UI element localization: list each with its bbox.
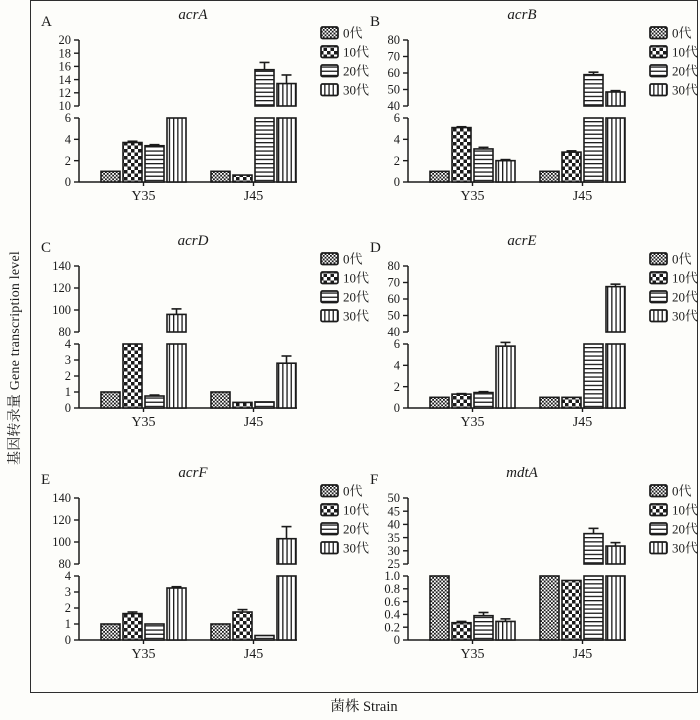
legend-swatch-vlines <box>650 310 667 322</box>
y-tick-label: 2 <box>64 153 71 168</box>
chart-panel-acrB <box>362 2 699 228</box>
x-axis-label: 菌株 Strain <box>330 699 398 715</box>
panel-letter: B <box>370 14 381 30</box>
bar-lower-segment <box>606 118 625 182</box>
panel-title: acrE <box>507 233 537 249</box>
y-tick-label: 3 <box>64 353 71 368</box>
y-tick-label: 40 <box>387 517 400 532</box>
chart-panel-acrD <box>33 228 370 454</box>
y-tick-label: 4 <box>393 132 400 147</box>
y-tick-label: 10 <box>58 99 71 114</box>
bar-lower-segment <box>277 576 296 640</box>
y-tick-label: 0 <box>64 401 71 416</box>
y-axis-label: 基因转录量 Gene transcription level <box>8 250 23 466</box>
y-tick-label: 80 <box>58 557 71 572</box>
legend-label: 10代 <box>343 270 370 286</box>
y-tick-label: 100 <box>52 535 71 550</box>
x-category-label: J45 <box>243 415 264 430</box>
y-tick-label: 6 <box>393 111 400 126</box>
y-tick-label: 140 <box>52 259 71 274</box>
y-tick-label: 0.6 <box>384 594 400 609</box>
y-tick-label: 0 <box>64 175 71 190</box>
bar <box>496 161 515 182</box>
bar-lower-segment <box>606 576 625 640</box>
legend-swatch-dots <box>650 253 667 265</box>
bar-upper-segment <box>584 75 603 106</box>
legend-label: 0代 <box>343 483 363 499</box>
legend-swatch-dots <box>321 485 338 497</box>
y-tick-label: 30 <box>387 544 400 558</box>
y-tick-label: 4 <box>64 337 71 352</box>
bar-upper-segment <box>606 92 625 106</box>
y-tick-label: 0.4 <box>384 607 400 622</box>
y-tick-label: 25 <box>387 557 400 572</box>
legend-swatch-dots <box>650 485 667 497</box>
legend-label: 20代 <box>343 521 370 537</box>
y-tick-label: 50 <box>387 308 400 323</box>
y-tick-label: 50 <box>387 491 400 506</box>
bar <box>452 623 471 640</box>
bar <box>101 624 120 640</box>
bar-upper-segment <box>606 287 625 332</box>
bar-upper-segment <box>167 314 186 332</box>
y-tick-label: 6 <box>393 337 400 352</box>
panel-title: acrD <box>177 233 209 249</box>
bar-upper-segment <box>277 84 296 106</box>
x-category-label: J45 <box>243 189 264 204</box>
bar-lower-segment <box>606 344 625 408</box>
legend-swatch-hlines <box>321 65 338 77</box>
y-tick-label: 45 <box>387 504 400 519</box>
bar <box>233 612 252 640</box>
bar <box>145 146 164 182</box>
y-tick-label: 3 <box>64 585 71 600</box>
bar-lower-segment <box>584 344 603 408</box>
legend-label: 20代 <box>343 289 370 305</box>
bar <box>277 363 296 408</box>
bar <box>540 397 559 408</box>
y-tick-label: 4 <box>393 358 400 373</box>
y-tick-label: 0 <box>393 633 400 648</box>
y-tick-label: 70 <box>387 275 400 290</box>
panel-title: acrF <box>178 465 208 481</box>
legend-swatch-checker <box>321 46 338 58</box>
bar <box>430 576 449 640</box>
legend-label: 20代 <box>672 521 699 537</box>
y-tick-label: 140 <box>52 491 71 506</box>
panel-title: acrB <box>507 7 537 23</box>
x-category-label: Y35 <box>131 189 156 204</box>
legend-label: 20代 <box>672 289 699 305</box>
legend-label: 30代 <box>672 82 699 98</box>
bar <box>562 152 581 182</box>
legend-swatch-vlines <box>321 542 338 554</box>
y-tick-label: 35 <box>387 530 400 545</box>
y-tick-label: 70 <box>387 49 400 64</box>
bar <box>430 171 449 182</box>
y-tick-label: 40 <box>387 325 400 340</box>
x-category-label: Y35 <box>460 189 485 204</box>
y-tick-label: 0.2 <box>384 620 400 635</box>
legend-swatch-dots <box>650 27 667 39</box>
bar <box>430 397 449 408</box>
panel-title: acrA <box>178 7 208 23</box>
panel-svg <box>362 2 699 228</box>
bar-upper-segment <box>584 534 603 564</box>
y-tick-label: 4 <box>64 569 71 584</box>
chart-panel-mdtA <box>362 460 699 686</box>
x-category-label: J45 <box>572 189 593 204</box>
chart-panel-acrA <box>33 2 370 228</box>
y-tick-label: 80 <box>387 259 400 274</box>
legend-swatch-dots <box>321 27 338 39</box>
legend-label: 30代 <box>672 308 699 324</box>
legend-swatch-hlines <box>650 523 667 535</box>
legend-label: 20代 <box>672 63 699 79</box>
y-tick-label: 14 <box>58 72 71 87</box>
bar <box>145 624 164 640</box>
legend-label: 10代 <box>672 44 699 60</box>
legend-label: 30代 <box>343 308 370 324</box>
panel-svg <box>33 460 370 686</box>
legend-label: 0代 <box>343 25 363 41</box>
y-tick-label: 120 <box>52 281 71 296</box>
bar <box>496 346 515 408</box>
y-tick-label: 2 <box>64 369 71 384</box>
bar-upper-segment <box>255 70 274 106</box>
y-tick-label: 60 <box>387 292 400 307</box>
bar-upper-segment <box>277 539 296 564</box>
legend-swatch-vlines <box>650 84 667 96</box>
bar <box>167 588 186 640</box>
bar <box>540 576 559 640</box>
panel-letter: D <box>370 240 381 256</box>
bar <box>255 636 274 640</box>
bar <box>233 402 252 408</box>
legend-label: 0代 <box>672 251 692 267</box>
legend-swatch-checker <box>650 272 667 284</box>
bar <box>562 397 581 408</box>
panel-svg <box>33 2 370 228</box>
bar <box>540 171 559 182</box>
y-tick-label: 100 <box>52 303 71 318</box>
legend-label: 10代 <box>672 502 699 518</box>
legend-swatch-checker <box>321 272 338 284</box>
x-category-label: Y35 <box>131 647 156 662</box>
legend-label: 10代 <box>343 44 370 60</box>
y-tick-label: 80 <box>387 33 400 48</box>
y-tick-label: 0 <box>64 633 71 648</box>
panel-svg <box>362 460 699 686</box>
y-tick-label: 0.8 <box>384 582 400 596</box>
legend-label: 0代 <box>343 251 363 267</box>
panel-letter: A <box>41 14 52 30</box>
bar <box>211 392 230 408</box>
bar <box>101 171 120 182</box>
y-tick-label: 80 <box>58 325 71 340</box>
legend-label: 0代 <box>672 483 692 499</box>
legend-swatch-vlines <box>321 84 338 96</box>
legend-label: 30代 <box>672 540 699 556</box>
legend-swatch-hlines <box>321 291 338 303</box>
bar-lower-segment <box>167 344 186 408</box>
x-category-label: Y35 <box>131 415 156 430</box>
bar <box>211 171 230 182</box>
y-tick-label: 12 <box>58 86 71 100</box>
bar <box>101 392 120 408</box>
y-tick-label: 0 <box>393 401 400 416</box>
bar-lower-segment <box>255 118 274 182</box>
bar <box>123 614 142 640</box>
y-tick-label: 1 <box>64 385 71 400</box>
x-category-label: Y35 <box>460 647 485 662</box>
legend-swatch-checker <box>650 46 667 58</box>
bar-lower-segment <box>584 576 603 640</box>
panel-letter: C <box>41 240 52 256</box>
bar-lower-segment <box>277 118 296 182</box>
bar <box>496 621 515 640</box>
y-tick-label: 40 <box>387 99 400 114</box>
bar <box>452 394 471 408</box>
chart-panel-acrF <box>33 460 370 686</box>
legend-swatch-hlines <box>321 523 338 535</box>
bar <box>255 402 274 408</box>
y-tick-label: 50 <box>387 82 400 97</box>
y-tick-label: 20 <box>58 33 71 48</box>
bar-upper-segment <box>606 546 625 564</box>
panel-svg <box>362 228 699 454</box>
legend-label: 0代 <box>672 25 692 41</box>
bar <box>474 393 493 408</box>
bar <box>123 143 142 182</box>
x-category-label: J45 <box>572 415 593 430</box>
y-tick-label: 120 <box>52 513 71 528</box>
panel-letter: E <box>41 472 51 488</box>
y-tick-label: 2 <box>64 601 71 616</box>
y-tick-label: 60 <box>387 66 400 81</box>
legend-swatch-checker <box>650 504 667 516</box>
legend-swatch-vlines <box>321 310 338 322</box>
y-tick-label: 0 <box>393 175 400 190</box>
legend-label: 30代 <box>343 82 370 98</box>
y-tick-label: 1 <box>64 617 71 632</box>
bar <box>474 149 493 182</box>
y-tick-label: 1.0 <box>384 569 400 584</box>
y-tick-label: 2 <box>393 379 400 394</box>
y-tick-label: 4 <box>64 132 71 147</box>
bar <box>211 624 230 640</box>
bar-lower-segment <box>584 118 603 182</box>
y-tick-label: 6 <box>64 111 71 126</box>
bar <box>562 580 581 640</box>
legend-label: 20代 <box>343 63 370 79</box>
legend-swatch-vlines <box>650 542 667 554</box>
bar <box>474 616 493 640</box>
x-category-label: J45 <box>572 647 593 662</box>
x-category-label: Y35 <box>460 415 485 430</box>
bar <box>123 344 142 408</box>
bar <box>233 175 252 182</box>
legend-swatch-dots <box>321 253 338 265</box>
panel-title: mdtA <box>506 465 538 481</box>
x-category-label: J45 <box>243 647 264 662</box>
bar <box>145 396 164 408</box>
legend-label: 10代 <box>343 502 370 518</box>
legend-swatch-hlines <box>650 291 667 303</box>
legend-swatch-hlines <box>650 65 667 77</box>
panel-letter: F <box>370 472 379 488</box>
bar-lower-segment <box>167 118 186 182</box>
panel-svg <box>33 228 370 454</box>
chart-panel-acrE <box>362 228 699 454</box>
y-tick-label: 18 <box>58 46 71 61</box>
y-tick-label: 2 <box>393 153 400 168</box>
legend-label: 10代 <box>672 270 699 286</box>
y-tick-label: 16 <box>58 59 71 74</box>
bar <box>452 128 471 182</box>
legend-label: 30代 <box>343 540 370 556</box>
legend-swatch-checker <box>321 504 338 516</box>
